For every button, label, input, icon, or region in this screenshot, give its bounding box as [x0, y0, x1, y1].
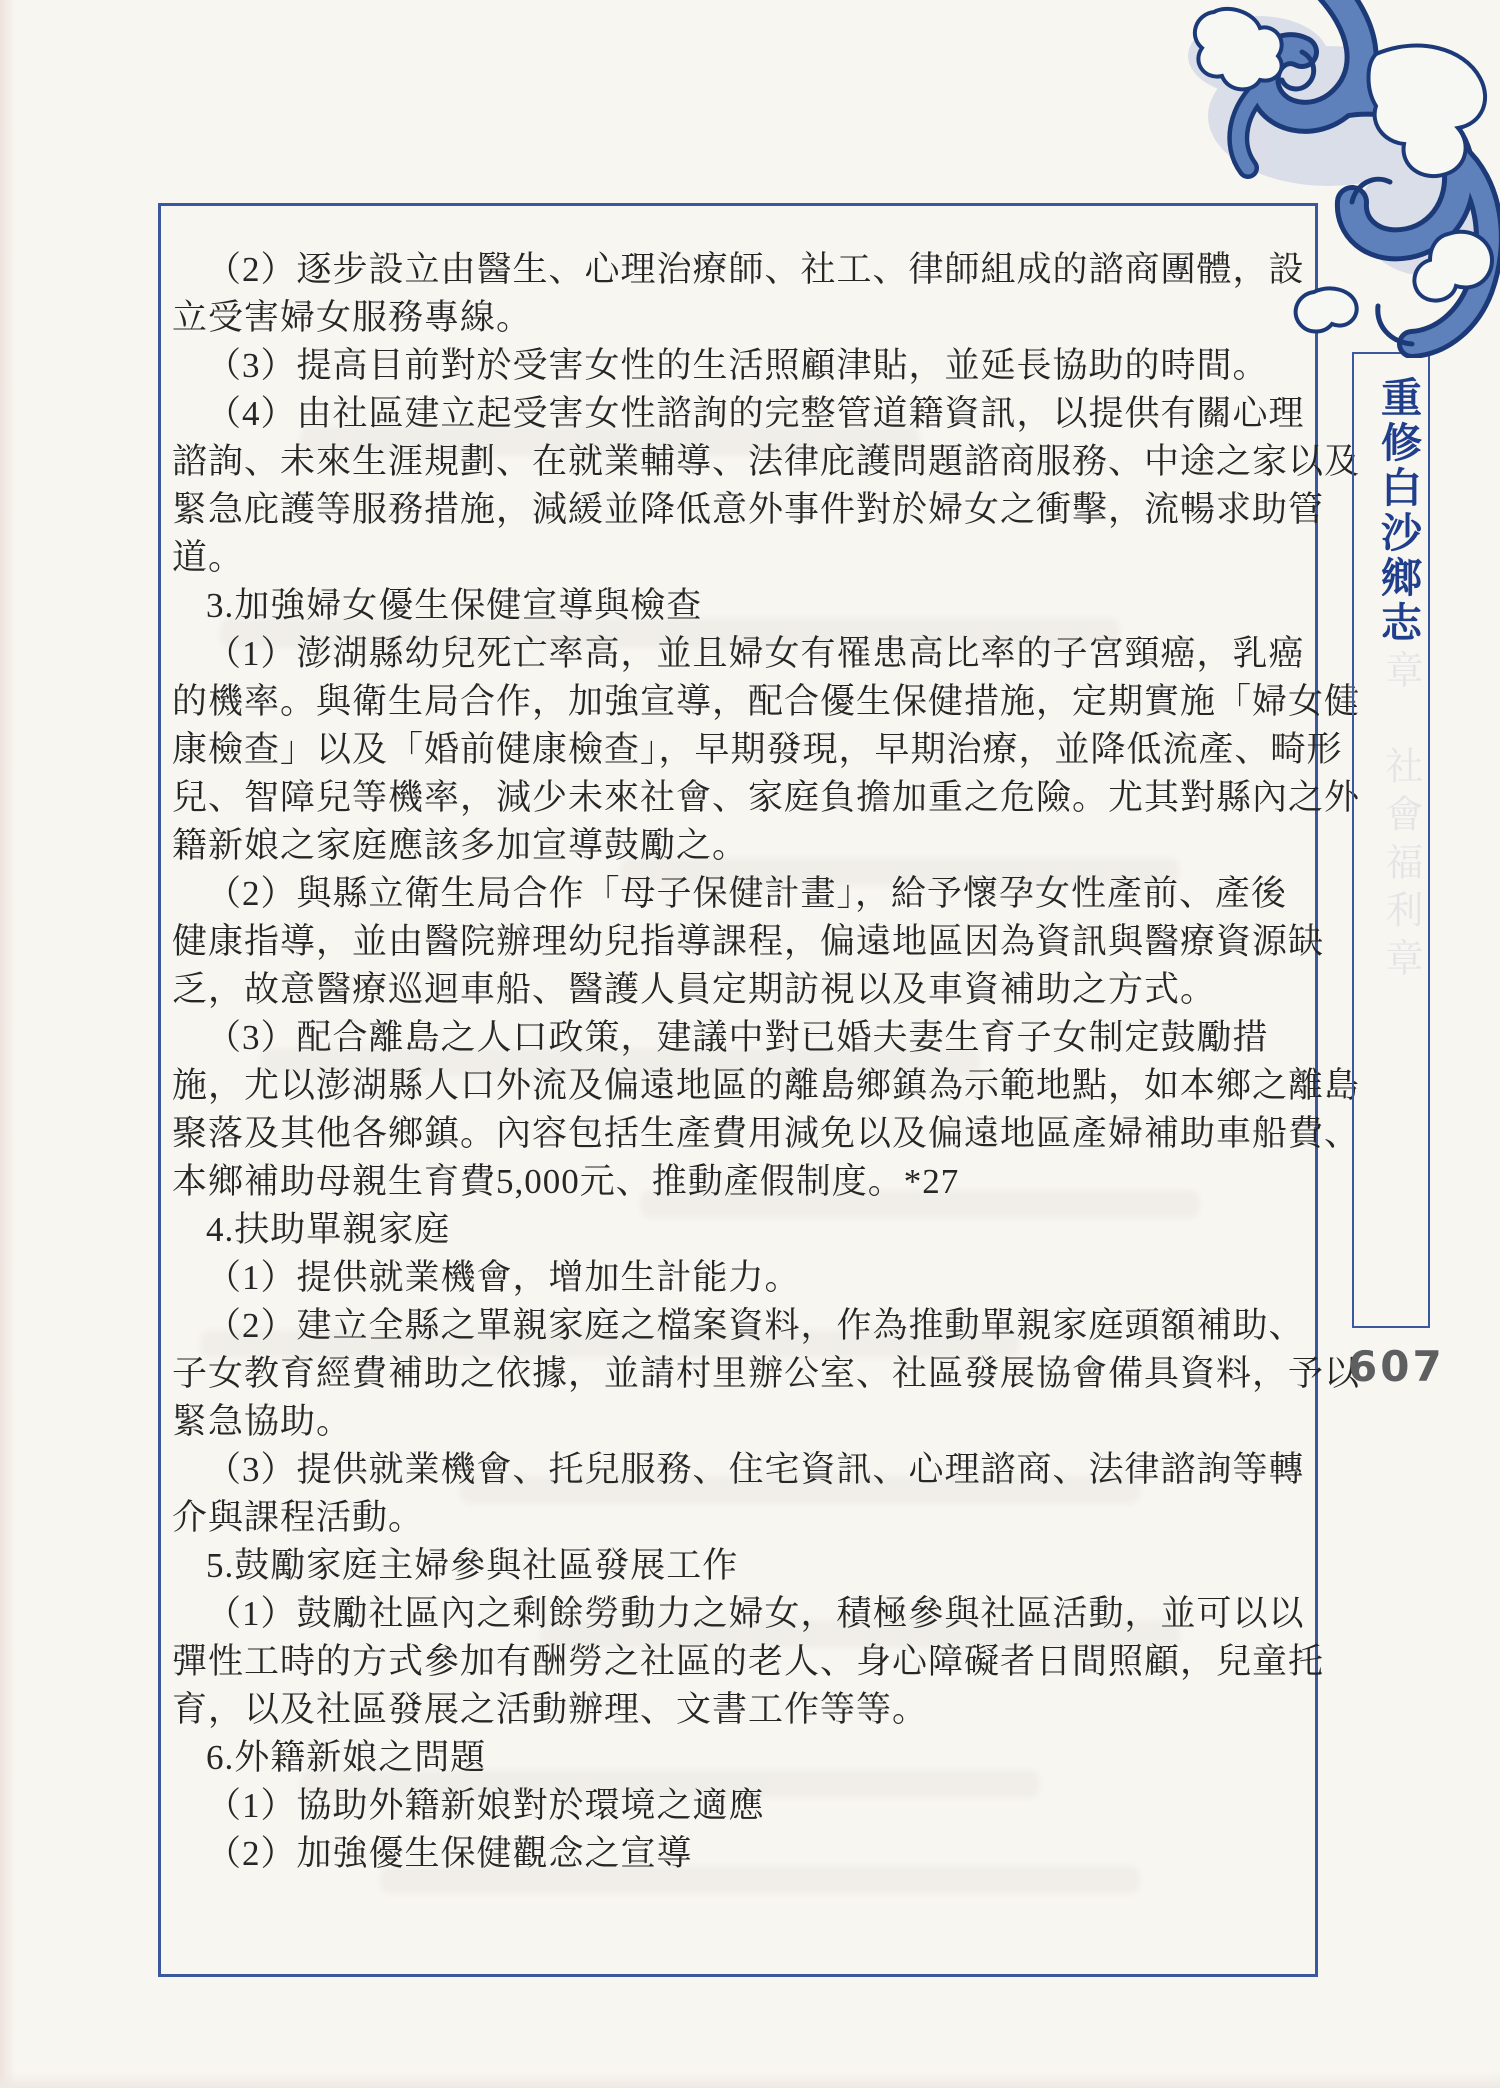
text-line: 康檢查」以及「婚前健康檢查」，早期發現，早期治療，並降低流產、畸形 — [172, 730, 1343, 769]
scan-edge-left — [0, 0, 16, 2088]
text-line: 子女教育經費補助之依據，並請村里辦公室、社區發展協會備具資料，予以 — [172, 1354, 1361, 1393]
text-line: （3）提供就業機會、托兒服務、住宅資訊、心理諮商、法律諮詢等轉 — [206, 1450, 1305, 1489]
text-line: （1）提供就業機會，增加生計能力。 — [206, 1258, 801, 1297]
text-line: 的機率。與衛生局合作，加強宣導，配合優生保健措施，定期實施「婦女健 — [172, 682, 1361, 721]
text-line: （3）提高目前對於受害女性的生活照顧津貼，並延長協助的時間。 — [206, 346, 1269, 385]
text-block — [172, 246, 1361, 1878]
text-line: 緊急庇護等服務措施，減緩並降低意外事件對於婦女之衝擊，流暢求助管 — [172, 490, 1325, 529]
text-line: 育，以及社區發展之活動辦理、文書工作等等。 — [172, 1690, 929, 1729]
text-line: （2）加強優生保健觀念之宣導 — [206, 1834, 693, 1873]
text-line: 5.鼓勵家庭主婦參與社區發展工作 — [206, 1546, 739, 1585]
text-line: 諮詢、未來生涯規劃、在就業輔導、法律庇護問題諮商服務、中途之家以及 — [172, 442, 1361, 481]
sidebar-title-box — [1352, 352, 1430, 1328]
text-line: （4）由社區建立起受害女性諮詢的完整管道籍資訊，以提供有關心理 — [206, 394, 1305, 433]
text-line: （2）逐步設立由醫生、心理治療師、社工、律師組成的諮商團體，設 — [206, 250, 1305, 289]
text-line: 介與課程活動。 — [172, 1498, 425, 1537]
text-line: 立受害婦女服務專線。 — [172, 298, 533, 337]
text-line: 健康指導，並由醫院辦理幼兒指導課程，偏遠地區因為資訊與醫療資源缺 — [172, 922, 1325, 961]
text-line: 彈性工時的方式參加有酬勞之社區的老人、身心障礙者日間照顧，兒童托 — [172, 1642, 1325, 1681]
sidebar-bleedthrough-text: 章 社會福利章 — [1379, 650, 1421, 986]
text-line: 緊急協助。 — [172, 1402, 353, 1441]
text-line: 施，尤以澎湖縣人口外流及偏遠地區的離島鄉鎮為示範地點，如本鄉之離島 — [172, 1066, 1361, 1105]
text-line: 6.外籍新娘之問題 — [206, 1738, 487, 1777]
scan-edge-bottom — [0, 2072, 1500, 2088]
text-line: （3）配合離島之人口政策，建議中對已婚夫妻生育子女制定鼓勵措 — [206, 1018, 1269, 1057]
text-line: （2）與縣立衛生局合作「母子保健計畫」，給予懷孕女性產前、產後 — [206, 874, 1288, 913]
page-number: 607 — [1348, 1342, 1445, 1391]
sidebar-title-text: 重修白沙鄉志 — [1375, 376, 1421, 646]
text-line: （1）鼓勵社區內之剩餘勞動力之婦女，積極參與社區活動，並可以以 — [206, 1594, 1305, 1633]
text-line: 兒、智障兒等機率，減少未來社會、家庭負擔加重之危險。尤其對縣內之外 — [172, 778, 1361, 817]
text-line: 3.加強婦女優生保健宣導與檢查 — [206, 586, 703, 625]
text-line: 道。 — [172, 538, 245, 577]
text-line: 籍新娘之家庭應該多加宣導鼓勵之。 — [172, 826, 749, 865]
text-line: （1）協助外籍新娘對於環境之適應 — [206, 1786, 765, 1825]
text-line: 本鄉補助母親生育費5,000元、推動產假制度。*27 — [172, 1162, 960, 1201]
text-line: 聚落及其他各鄉鎮。內容包括生產費用減免以及偏遠地區產婦補助車船費、 — [172, 1114, 1361, 1153]
text-line: 4.扶助單親家庭 — [206, 1210, 451, 1249]
text-line: （2）建立全縣之單親家庭之檔案資料，作為推動單親家庭頭額補助、 — [206, 1306, 1305, 1345]
dragon-cloud-decoration — [1118, 0, 1500, 358]
text-line: 乏，故意醫療巡迴車船、醫護人員定期訪視以及車資補助之方式。 — [172, 970, 1217, 1009]
text-line: （1）澎湖縣幼兒死亡率高，並且婦女有罹患高比率的子宮頸癌，乳癌 — [206, 634, 1305, 673]
